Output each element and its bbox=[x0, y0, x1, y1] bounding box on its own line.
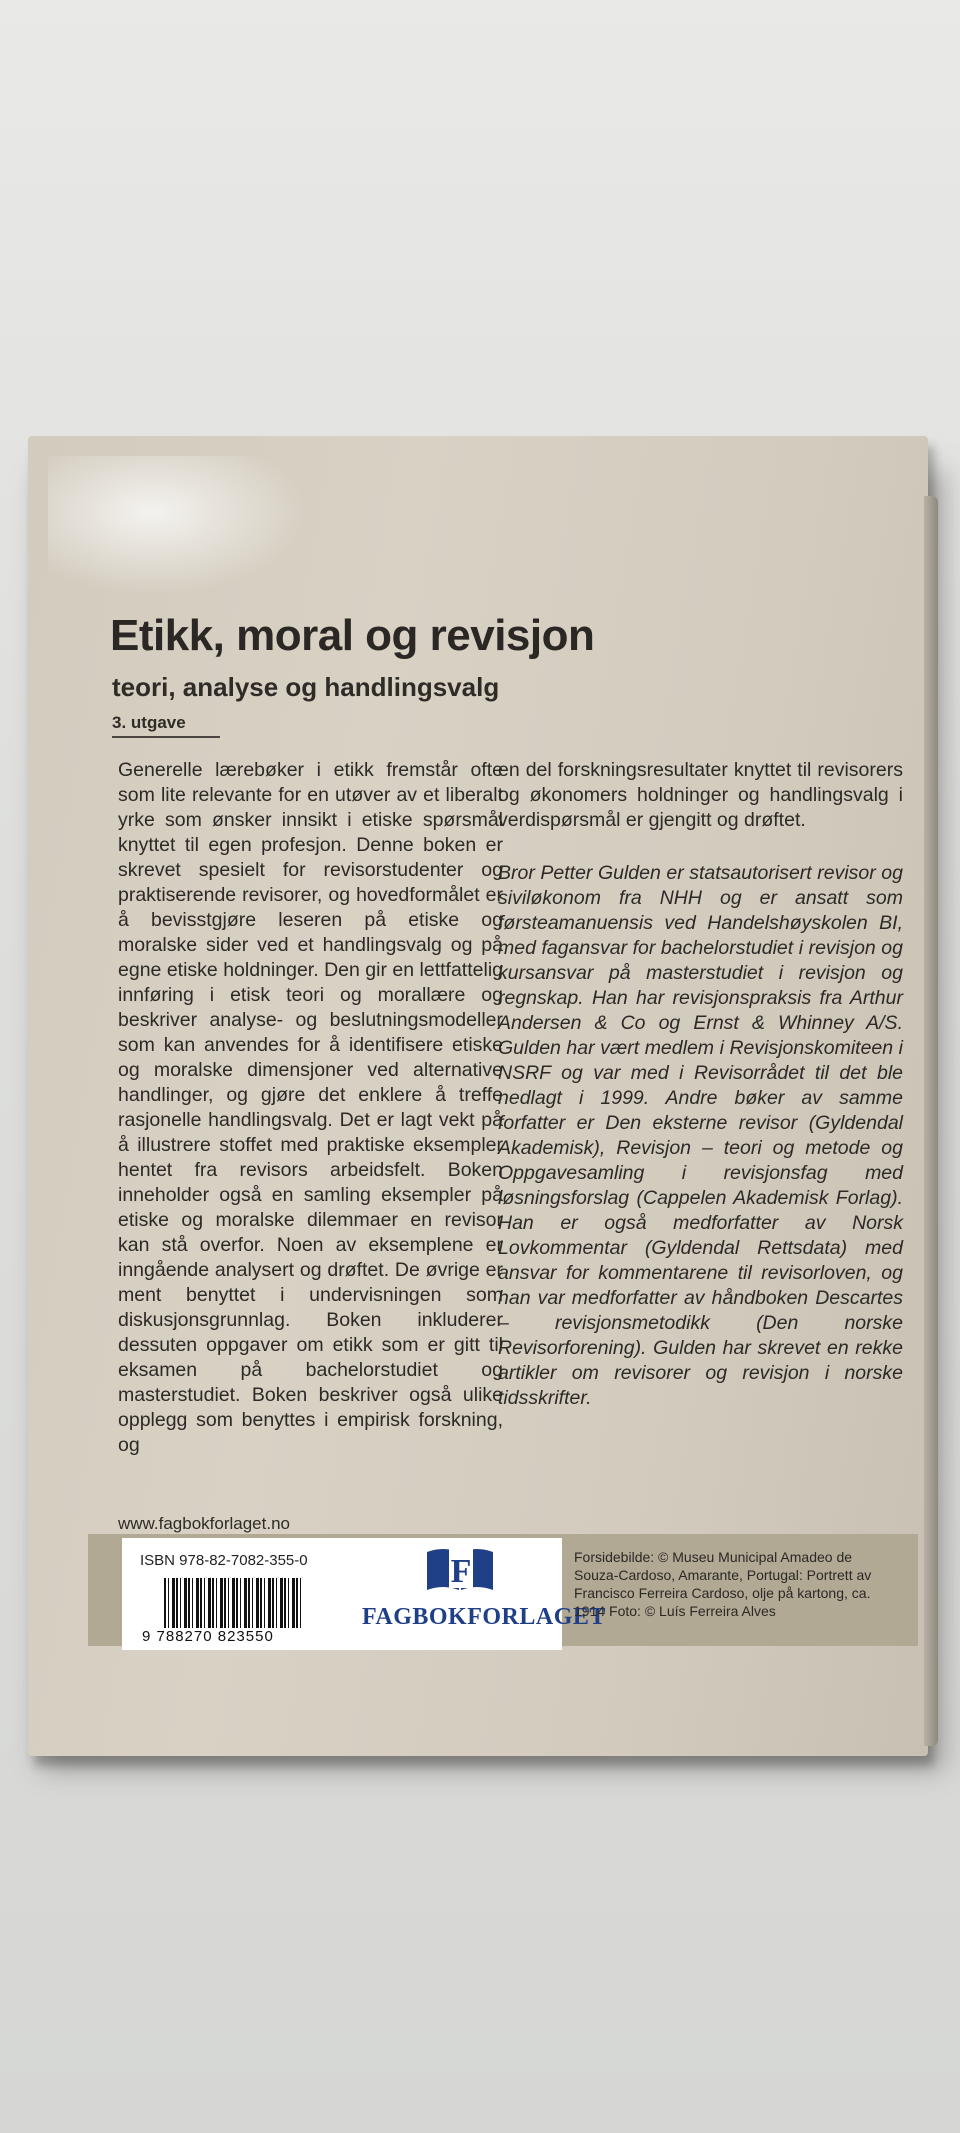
book-title: Etikk, moral og revisjon bbox=[110, 611, 595, 660]
blurb-left-column: Generelle lærebøker i etikk fremstår ofte som lite relevante for en utøver av et liberalt yrke som ønsker innsikt i etiske spørsmål knyttet til egen profesjon. Denne boken er skrevet spesielt for revisorstudenter og praktiserende revisorer, og hovedformålet er å bevisstgjøre leseren på etiske og moralske sider ved et handlingsvalg og på egne etiske holdninger. Den gir en lettfattelig innføring i etisk teori og morallære og beskriver analyse- og beslutningsmodeller som kan anvendes for å identifisere etiske og moralske dimensjoner ved alternative handlinger, og gjøre det enklere å treffe rasjonelle handlingsvalg. Det er lagt vekt på å illustrere stoffet med praktiske eksempler hentet fra revisors arbeidsfelt. Boken inneholder også en samling eksempler på etiske og moralske dilemmaer en revisor kan stå overfor. Noen av eksemplene er inngående analysert og drøftet. De øvrige er ment benyttet i undervisningen som diskusjonsgrunnlag. Boken inkluderer dessuten oppgaver om etikk som er gitt til eksamen på bachelorstudiet og masterstudiet. Boken beskriver også ulike opplegg som benyttes i empirisk forskning, og bbox=[118, 759, 503, 1456]
book-page-edge bbox=[924, 496, 938, 1746]
blurb-right-column: en del forskningsresultater knyttet til revisorers og økonomers holdninger og handlingsvalg i verdispørsmål er gjengitt og drøftet. bbox=[498, 759, 903, 831]
publisher-name: FAGBOKFORLAGET bbox=[362, 1604, 606, 1630]
author-bio: Bror Petter Gulden er statsautorisert revisor og siviløkonom fra NHH og er ansatt som førsteamanuensis ved Handelshøyskolen BI, med fagansvar for bachelorstudiet i revisjon og kursansvar på masterstudiet i revisjon og regnskap. Han har revisjonspraksis fra Arthur Andersen & Co og Ernst & Whinney A/S. Gulden har vært medlem i Revisjonskomiteen i NSRF og var med i Revisorrådet til det ble nedlagt i 1999. Andre bøker av samme forfatter er Den eksterne revisor (Gyldendal Akademisk), Revisjon – teori og metode og Oppgavesamling i revisjonsfag med løsningsforslag (Cappelen Akademisk Forlag). Han er også medforfatter av Norsk Lovkommentar (Gyldendal Rettsdata) med ansvar for kommentarene til revisorloven, og han var medforfatter av håndboken Descartes – revisjonsmetodikk (Den norske Revisorforening). Gulden har skrevet en rekke artikler om revisorer og revisjon i norske tidsskrifter. bbox=[498, 862, 903, 1409]
edition-label: 3. utgave bbox=[112, 713, 186, 732]
book-back-cover bbox=[28, 436, 928, 1756]
book-logo-icon bbox=[425, 1544, 495, 1594]
barcode-panel bbox=[122, 1538, 606, 1650]
isbn-text: ISBN 978-82-7082-355-0 bbox=[140, 1552, 308, 1569]
barcode bbox=[164, 1578, 304, 1628]
book-subtitle: teori, analyse og handlingsvalg bbox=[112, 672, 500, 702]
barcode-digits: 9 788270 823550 bbox=[142, 1628, 274, 1645]
publisher-url: www.fagbokforlaget.no bbox=[118, 1514, 290, 1533]
cover-credits: Forsidebilde: © Museu Municipal Amadeo de Souza-Cardoso, Amarante, Portugal: Portrett av Francisco Ferreira Cardoso, olje på kartong, ca. 1914 Foto: © Luís Ferreira Alves bbox=[574, 1549, 872, 1619]
logo-letter: F bbox=[450, 1553, 472, 1590]
light-glare bbox=[48, 456, 308, 596]
edition-underline bbox=[112, 736, 220, 738]
